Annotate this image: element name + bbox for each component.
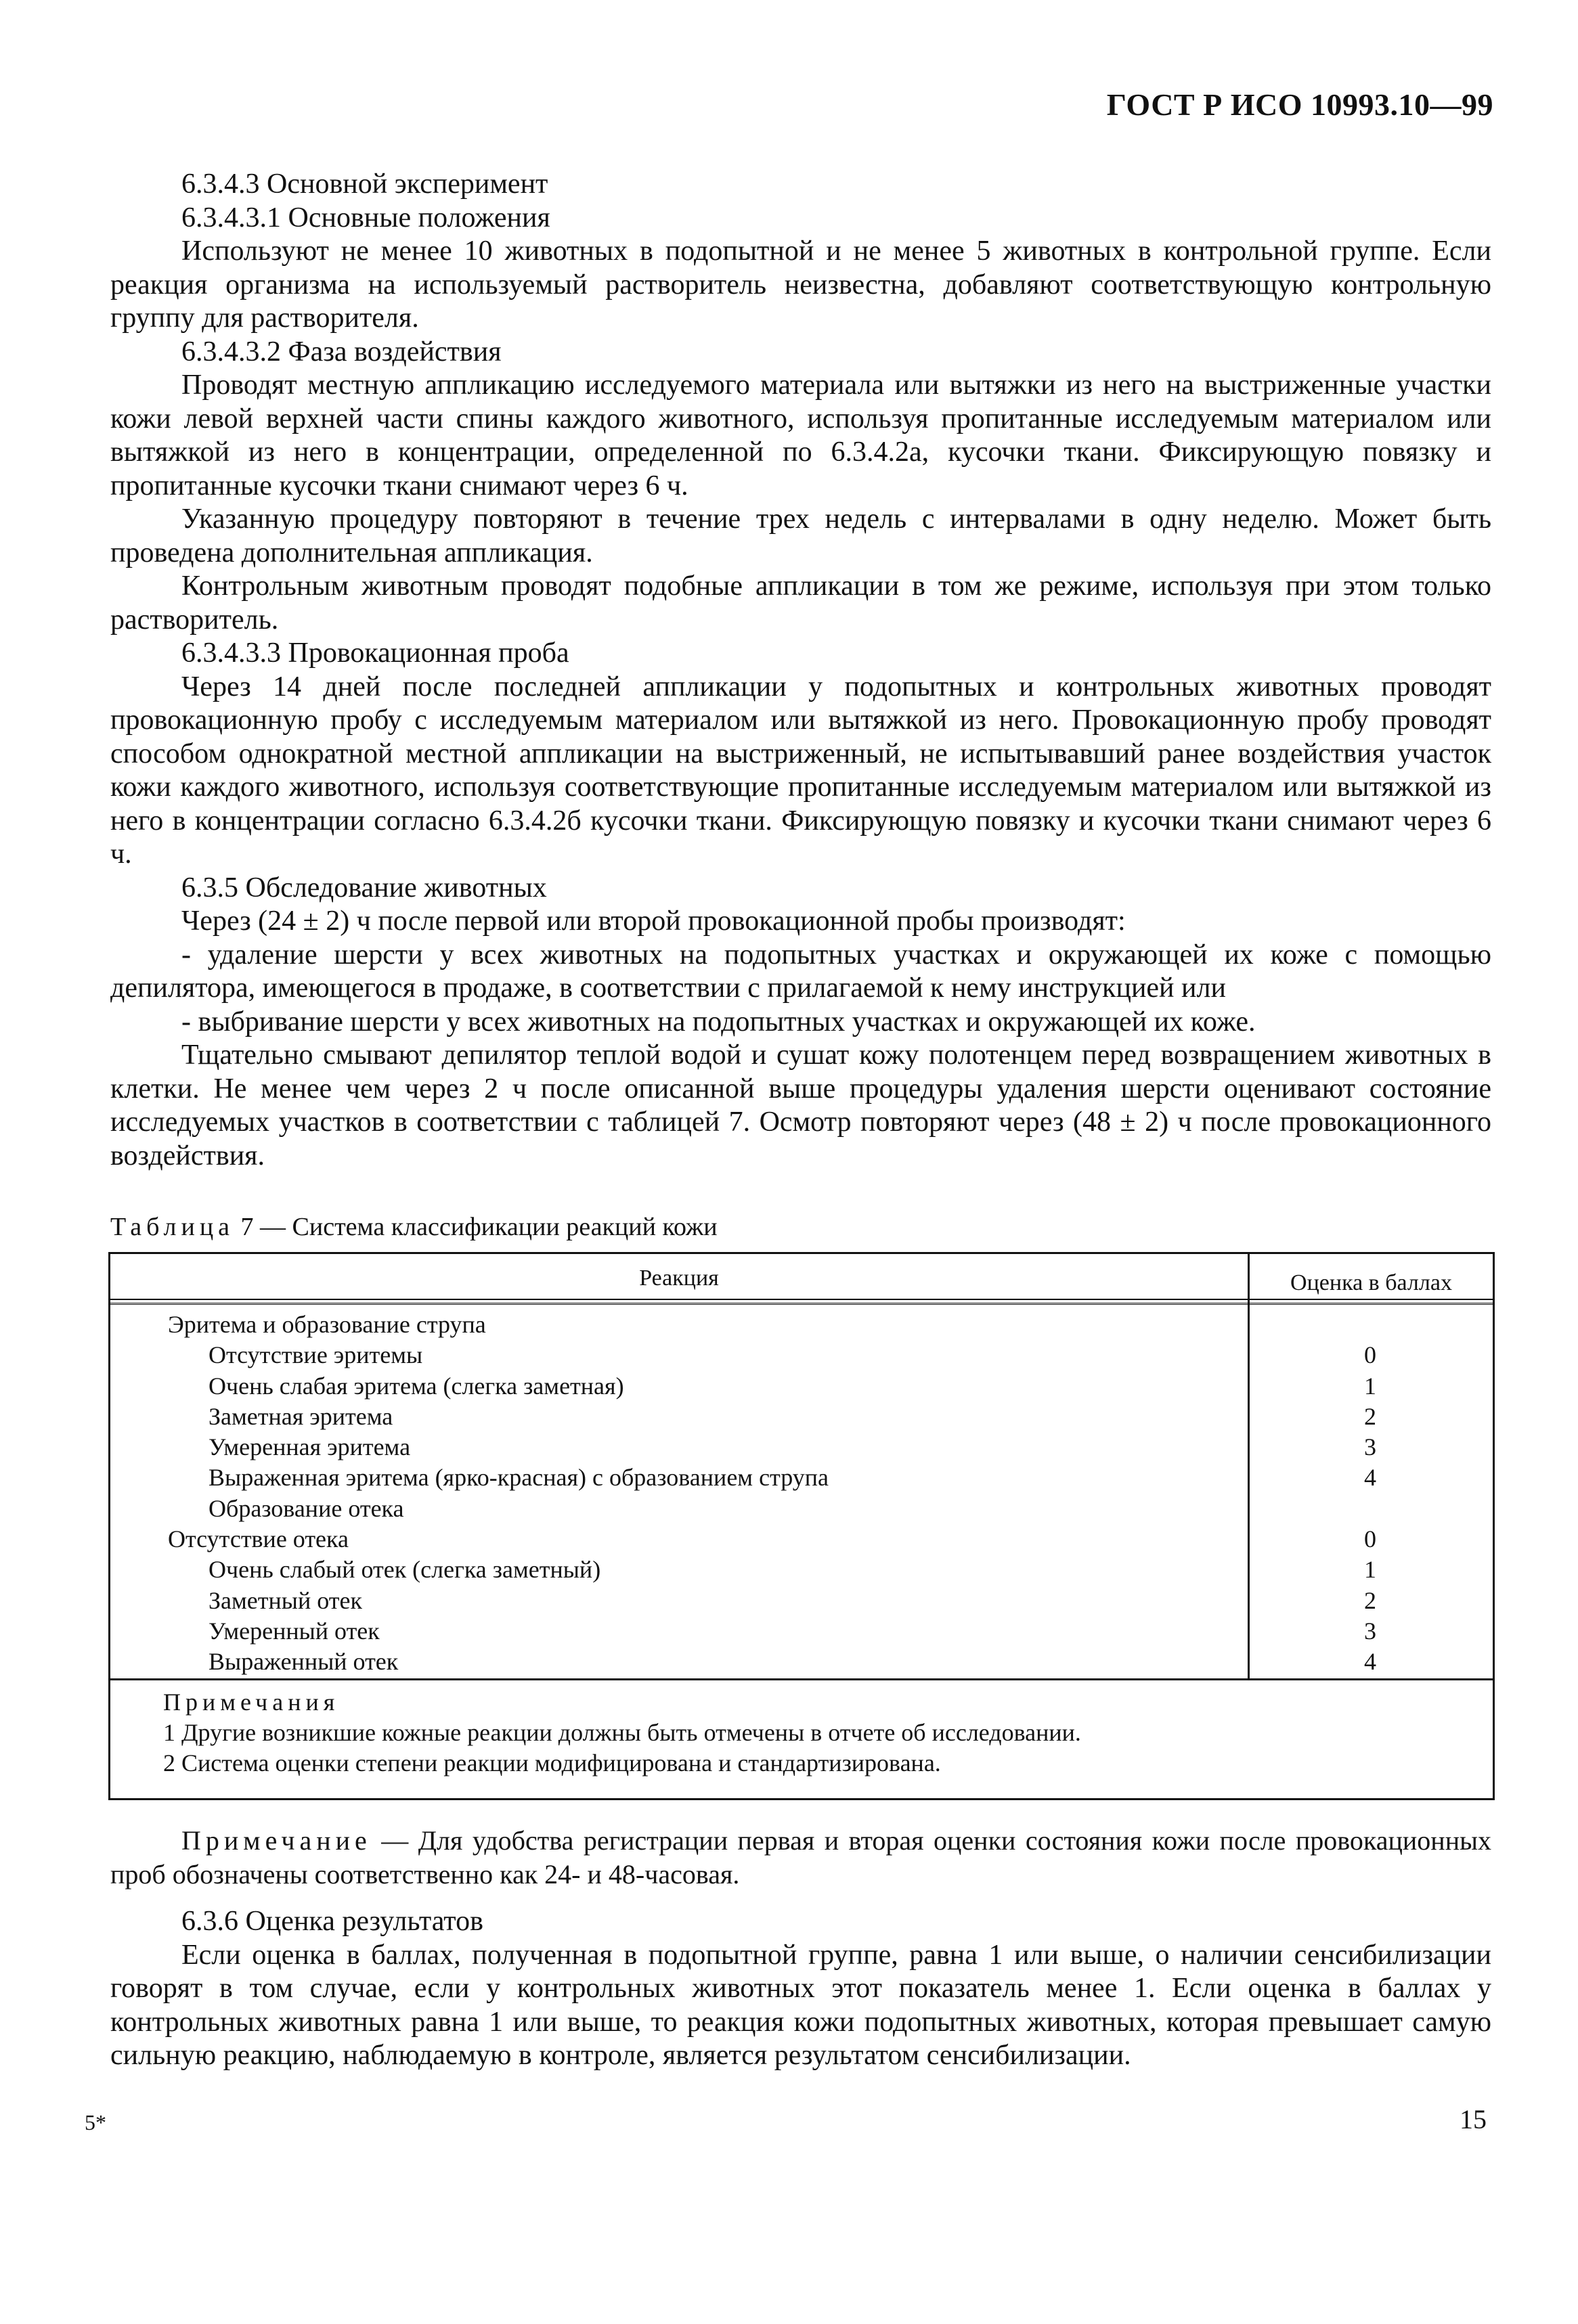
row-label: Образование отека xyxy=(209,1494,404,1522)
row-score: 2 xyxy=(1364,1402,1376,1430)
table-footnote xyxy=(110,1824,1491,1891)
row-label: Умеренный отек xyxy=(209,1617,380,1645)
row-score: 4 xyxy=(1364,1648,1376,1676)
paragraph: Проводят местную аппликацию исследуемого материала или вытяжки из него на выстриженные участки кожи левой верхней части спины каждого животного, используя пропитанные исследуемым материалом или вытяжкой из него в концентрации, определенной по 6.3.4.2а, кусочки ткани. Фиксирующую повязку и пропитанные кусочки ткани снимают через 6 ч. xyxy=(110,370,1491,501)
table-caption-text: 7 — Система классификации реакций кожи xyxy=(240,1213,718,1241)
footnote-text: — Для удобства регистрации первая и вторая оценки состояния кожи после провокационных проб обозначены соответственно как 24- и 48-часовая. xyxy=(110,1825,1491,1890)
signature-mark: 5* xyxy=(85,2110,106,2135)
notes-title: Примечания xyxy=(163,1689,340,1716)
column-header-score: Оценка в баллах xyxy=(1248,1254,1493,1303)
paragraph: 6.3.5 Обследование животных xyxy=(181,872,547,903)
table-row xyxy=(110,1432,1493,1462)
paragraph: 6.3.4.3.1 Основные положения xyxy=(181,202,550,233)
row-label: Эритема и образование струпа xyxy=(168,1311,486,1338)
paragraph: 6.3.4.3 Основной эксперимент xyxy=(181,169,548,200)
row-score: 0 xyxy=(1364,1341,1376,1369)
table-row xyxy=(110,1371,1493,1402)
paragraph: Через (24 ± 2) ч после первой или второй провокационной пробы производят: xyxy=(181,906,1126,937)
table-row xyxy=(110,1494,1493,1524)
row-label: Очень слабый отек (слегка заметный) xyxy=(209,1556,601,1584)
paragraph: Контрольным животным проводят подобные аппликации в том же режиме, используя при этом только растворитель. xyxy=(110,571,1491,635)
row-label: Отсутствие отека xyxy=(168,1525,349,1553)
table-row xyxy=(110,1586,1493,1616)
row-score: 1 xyxy=(1364,1556,1376,1584)
table-row xyxy=(110,1340,1493,1370)
table-row xyxy=(110,1616,1493,1647)
row-label: Умеренная эритема xyxy=(209,1433,411,1461)
paragraph: 6.3.4.3.3 Провокационная проба xyxy=(181,638,569,669)
page-number: 15 xyxy=(1460,2104,1487,2135)
row-label: Заметная эритема xyxy=(209,1402,393,1430)
paragraph: 6.3.4.3.2 Фаза воздействия xyxy=(181,336,502,367)
column-header-reaction: Реакция xyxy=(639,1266,719,1291)
row-label: Выраженный отек xyxy=(209,1648,399,1676)
row-score: 3 xyxy=(1364,1617,1376,1645)
footnote-paragraph xyxy=(110,1824,1491,1891)
section-results xyxy=(110,1905,1491,2073)
row-label: Очень слабая эритема (слегка заметная) xyxy=(209,1372,624,1400)
note-item: 2 Система оценки степени реакции модифицирована и стандартизирована. xyxy=(163,1749,941,1776)
row-score: 3 xyxy=(1364,1433,1376,1461)
paragraph: Тщательно смывают депилятор теплой водой и сушат кожу полотенцем перед возвращением животных в клетки. Не менее чем через 2 ч после описанной выше процедуры удаления шерсти оценивают состояние исследуемых участков в соответствии с таблицей 7. Осмотр повторяют через (48 ± 2) ч после провокационного воздействия. xyxy=(110,1040,1491,1171)
row-label: Отсутствие эритемы xyxy=(209,1341,423,1369)
table-caption xyxy=(110,1211,718,1243)
row-score: 2 xyxy=(1364,1586,1376,1614)
reaction-table xyxy=(108,1252,1495,1800)
table-notes xyxy=(110,1678,1493,1798)
table-body xyxy=(110,1310,1493,1678)
row-label: Заметный отек xyxy=(209,1586,362,1614)
paragraph: Через 14 дней после последней аппликации у подопытных и контрольных животных проводят провокационную пробу с исследуемым материалом или вытяжкой из него. Провокационную пробу проводят способом однократной местной аппликации на выстриженный, не испытывавший ранее воздействия участок кожи каждого животного, используя соответствующие пропитанные исследуемым материалом или вытяжкой из него в концентрации согласно 6.3.4.2б кусочки ткани. Фиксирующую повязку и кусочки ткани снимают через 6 ч. xyxy=(110,671,1491,870)
row-label: Выраженная эритема (ярко-красная) с образованием струпа xyxy=(209,1464,829,1492)
paragraph: - удаление шерсти у всех животных на подопытных участках и окружающей их коже с помощью депилятора, имеющегося в продаже, в соответствии с прилагаемой к нему инструкцией или xyxy=(110,939,1491,1004)
row-score: 4 xyxy=(1364,1464,1376,1492)
table-row xyxy=(110,1524,1493,1555)
row-score: 1 xyxy=(1364,1372,1376,1400)
table-caption-prefix: Таблица xyxy=(110,1213,235,1241)
section-title: 6.3.6 Оценка результатов xyxy=(181,1906,483,1937)
table-row xyxy=(110,1310,1493,1340)
paragraph: Указанную процедуру повторяют в течение трех недель с интервалами в одну неделю. Может быть проведена дополнительная аппликация. xyxy=(110,504,1491,568)
note-item: 1 Другие возникшие кожные реакции должны быть отмечены в отчете об исследовании. xyxy=(163,1719,1081,1746)
standard-code: ГОСТ Р ИСО 10993.10—99 xyxy=(1106,87,1493,122)
paragraph: Используют не менее 10 животных в подопытной и не менее 5 животных в контрольной группе. Если реакция организма на используемый растворитель неизвестна, добавляют соответствующую контрольную группу для растворителя. xyxy=(110,236,1491,334)
main-text xyxy=(110,168,1491,1173)
table-row xyxy=(110,1555,1493,1585)
row-score: 0 xyxy=(1364,1525,1376,1553)
footnote-prefix: Примечание xyxy=(181,1825,372,1856)
paragraph: - выбривание шерсти у всех животных на подопытных участках и окружающей их коже. xyxy=(181,1006,1256,1037)
table-row xyxy=(110,1402,1493,1432)
table-header-row xyxy=(110,1254,1493,1305)
paragraph: Если оценка в баллах, полученная в подопытной группе, равна 1 или выше, о наличии сенсибилизации говорят в том случае, если у контрольных животных этот показатель менее 1. Если оценка в баллах у контрольных животных равна 1 или выше, то реакция кожи подопытных животных, которая превышает самую сильную реакцию, наблюдаемую в контроле, является результатом сенсибилизации. xyxy=(110,1939,1491,2071)
table-row xyxy=(110,1647,1493,1677)
table-row xyxy=(110,1462,1493,1493)
